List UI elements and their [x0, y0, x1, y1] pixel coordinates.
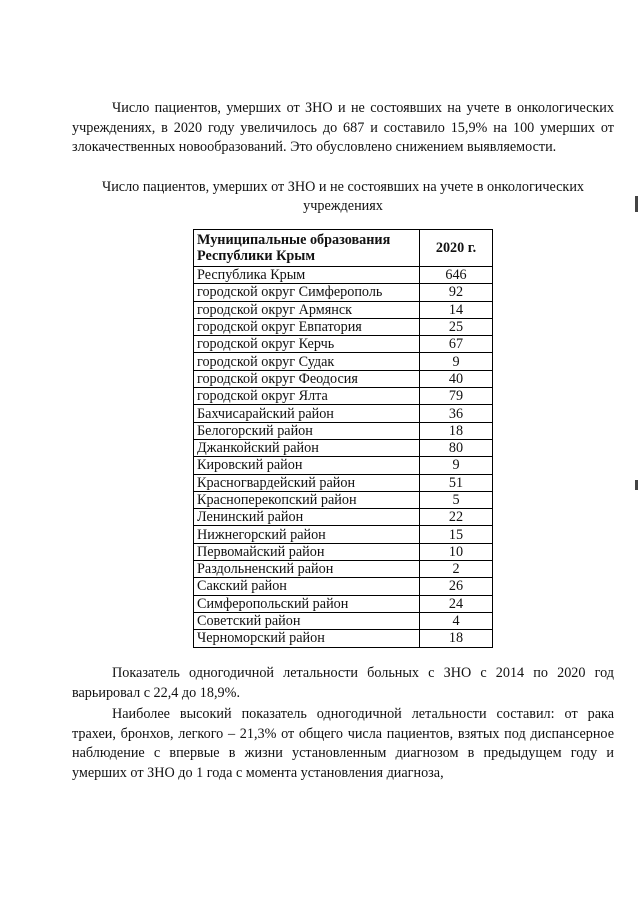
row-value: 18	[420, 422, 493, 439]
row-municipality: Первомайский район	[194, 543, 420, 560]
row-value: 646	[420, 267, 493, 284]
paragraph-mortality-range: Показатель одногодичной летальности больных с ЗНО с 2014 по 2020 год варьировал с 22,4 до 18,9%.	[72, 665, 614, 701]
paragraph-highest-rate: Наиболее высокий показатель одногодичной летальности составил: от рака трахеи, бронхов, легкого – 21,3% от общего числа пациентов, взятых под диспансерное наблюдение с впервые в жизни установленным диагнозом в предыдущем году и умерших от ЗНО до 1 года с момента установления диагноза,	[72, 706, 614, 781]
table-row	[194, 284, 493, 301]
table-row	[194, 612, 493, 629]
row-municipality: городской округ Ялта	[194, 388, 420, 405]
header-municipality: Муниципальные образования Республики Крым	[194, 230, 420, 267]
row-municipality: Советский район	[194, 612, 420, 629]
table-header-row	[194, 230, 493, 267]
table-row	[194, 474, 493, 491]
row-municipality: городской округ Феодосия	[194, 370, 420, 387]
table-row	[194, 595, 493, 612]
table-row	[194, 301, 493, 318]
row-municipality: Бахчисарайский район	[194, 405, 420, 422]
row-value: 2	[420, 561, 493, 578]
row-value: 14	[420, 301, 493, 318]
table-row	[194, 267, 493, 284]
row-municipality: городской округ Евпатория	[194, 318, 420, 335]
row-municipality: Симферопольский район	[194, 595, 420, 612]
table-row	[194, 439, 493, 456]
scan-edge-mark	[635, 480, 638, 490]
table-body	[194, 267, 493, 648]
row-value: 51	[420, 474, 493, 491]
row-municipality: Красногвардейский район	[194, 474, 420, 491]
row-municipality: Сакский район	[194, 578, 420, 595]
row-municipality: городской округ Судак	[194, 353, 420, 370]
table-row	[194, 630, 493, 647]
row-value: 25	[420, 318, 493, 335]
table-row	[194, 405, 493, 422]
row-municipality: городской округ Армянск	[194, 301, 420, 318]
row-municipality: городской округ Симферополь	[194, 284, 420, 301]
row-value: 4	[420, 612, 493, 629]
row-value: 22	[420, 509, 493, 526]
row-value: 92	[420, 284, 493, 301]
row-municipality: Раздольненский район	[194, 561, 420, 578]
table-row	[194, 526, 493, 543]
row-value: 80	[420, 439, 493, 456]
row-municipality: Республика Крым	[194, 267, 420, 284]
table-row	[194, 509, 493, 526]
table-row	[194, 422, 493, 439]
row-municipality: Черноморский район	[194, 630, 420, 647]
table-row	[194, 318, 493, 335]
table-caption: Число пациентов, умерших от ЗНО и не состоявших на учете в онкологических учреждениях	[101, 179, 585, 214]
header-year: 2020 г.	[420, 230, 493, 267]
row-value: 40	[420, 370, 493, 387]
table-row	[194, 561, 493, 578]
scan-edge-mark	[635, 196, 638, 212]
row-value: 15	[420, 526, 493, 543]
row-value: 24	[420, 595, 493, 612]
table-row	[194, 457, 493, 474]
row-municipality: Джанкойский район	[194, 439, 420, 456]
row-municipality: Кировский район	[194, 457, 420, 474]
table-row	[194, 370, 493, 387]
row-municipality: Красноперекопский район	[194, 491, 420, 508]
row-value: 9	[420, 457, 493, 474]
row-value: 79	[420, 388, 493, 405]
row-municipality: Ленинский район	[194, 509, 420, 526]
paragraph-intro: Число пациентов, умерших от ЗНО и не состоявших на учете в онкологических учреждениях, в 2020 году увеличилось до 687 и составило 15,9% на 100 умерших от злокачественных новообразований. Это обусловлено снижением выявляемости.	[72, 100, 614, 155]
table-row	[194, 491, 493, 508]
row-value: 36	[420, 405, 493, 422]
table-row	[194, 578, 493, 595]
table-row	[194, 388, 493, 405]
row-municipality: Белогорский район	[194, 422, 420, 439]
table-row	[194, 336, 493, 353]
row-value: 5	[420, 491, 493, 508]
row-value: 10	[420, 543, 493, 560]
row-value: 18	[420, 630, 493, 647]
row-value: 26	[420, 578, 493, 595]
table-row	[194, 353, 493, 370]
row-value: 67	[420, 336, 493, 353]
row-municipality: Нижнегорский район	[194, 526, 420, 543]
row-municipality: городской округ Керчь	[194, 336, 420, 353]
data-table	[193, 229, 493, 648]
table-row	[194, 543, 493, 560]
row-value: 9	[420, 353, 493, 370]
